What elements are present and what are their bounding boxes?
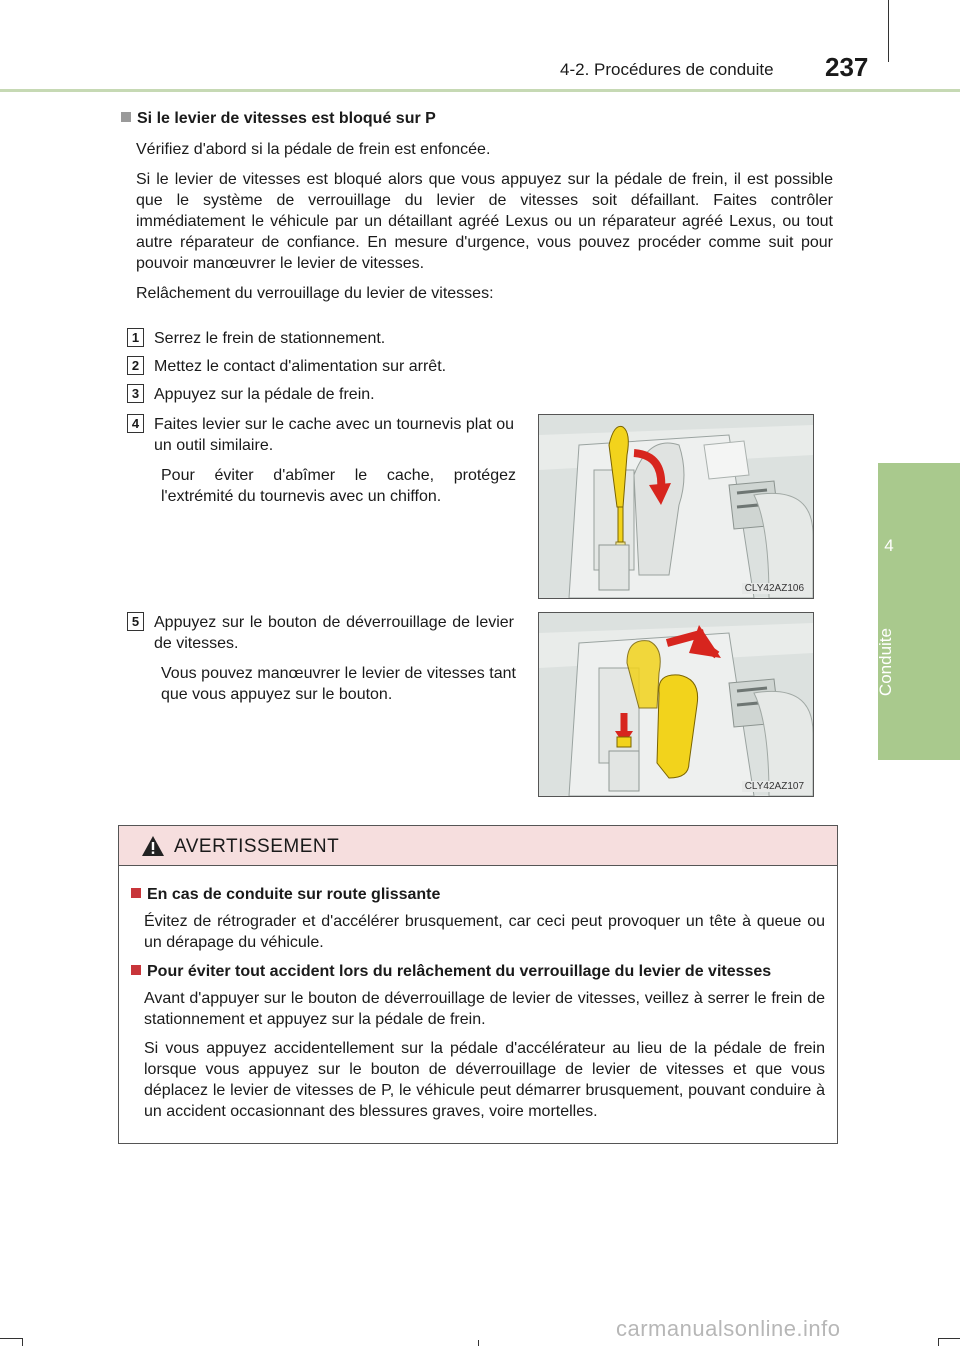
paragraph: Si le levier de vitesses est bloqué alors que vous appuyez sur la pédale de frein, il est possible que le système de verrouillage du levier de vitesses soit défaillant. Faites contrôler immédiatement le véhicule par un détaillant agréé Lexus ou un réparateur agréé Lexus, ou tout autre réparateur de confiance. En mesure d'urgence, vous pouvez procéder comme suit pour pouvoir manœuvrer le levier de vitesses. (136, 171, 833, 272)
crop-mark (888, 0, 889, 62)
crop-mark (938, 1338, 939, 1346)
section-content (121, 108, 833, 313)
paragraph: Relâchement du verrouillage du levier de vitesses: (136, 285, 494, 302)
warning-header (119, 826, 837, 866)
step-number: 2 (127, 356, 144, 375)
step-number: 1 (127, 328, 144, 347)
chapter-label: Conduite (876, 628, 895, 697)
chapter-side-tab (878, 463, 960, 760)
warning-item-heading: En cas de conduite sur route glissante (131, 884, 825, 905)
figure-code: CLY42AZ107 (742, 781, 807, 792)
illustration-shift-lock-release (538, 612, 814, 797)
step-text: Appuyez sur le bouton de déverrouillage de levier de vitesses. (154, 614, 514, 652)
step-text: Serrez le frein de stationnement. (154, 330, 386, 347)
header-divider (0, 89, 960, 92)
watermark: carmanualsonline.info (616, 1316, 841, 1341)
warning-paragraph: Avant d'appuyer sur le bouton de déverrouillage de levier de vitesses, veillez à serrer le frein de stationnement et appuyez sur la pédale de frein. (144, 990, 825, 1028)
step-note: Pour éviter d'abîmer le cache, protégez l'extrémité du tournevis avec un chiffon. (161, 467, 516, 505)
step-number: 4 (127, 414, 144, 433)
crop-mark (0, 1338, 22, 1339)
warning-triangle-icon (141, 835, 165, 857)
page-number: 237 (825, 52, 869, 82)
figure-code: CLY42AZ106 (742, 583, 807, 594)
square-bullet-icon (121, 112, 131, 122)
warning-paragraph: Si vous appuyez accidentellement sur la pédale d'accélérateur au lieu de la pédale de frein lorsque vous appuyez sur le bouton de déverrouillage de levier de vitesses et que vous déplacez le levier de vitesses de P, le véhicule peut démarrer brusquement, pouvant conduire à un accident occasionnant des blessures graves, voire mortelles. (144, 1040, 825, 1120)
step-text: Appuyez sur la pédale de frein. (154, 386, 375, 403)
illustration-screwdriver-cover (538, 414, 814, 599)
crop-mark (22, 1338, 23, 1346)
step-text: Faites levier sur le cache avec un tournevis plat ou un outil similaire. (154, 416, 514, 454)
console-illustration (539, 613, 813, 796)
crop-mark (938, 1338, 960, 1339)
section-heading: Si le levier de vitesses est bloqué sur P (121, 108, 833, 129)
square-bullet-icon (131, 888, 141, 898)
square-bullet-icon (131, 965, 141, 975)
console-illustration (539, 415, 813, 598)
warning-paragraph: Évitez de rétrograder et d'accélérer brusquement, car ceci peut provoquer un tête à queue ou un dérapage du véhicule. (144, 913, 825, 951)
paragraph: Vérifiez d'abord si la pédale de frein est enfoncée. (136, 141, 491, 158)
step-note: Vous pouvez manœuvrer le levier de vitesses tant que vous appuyez sur le bouton. (161, 665, 516, 703)
header-section-title: 4-2. Procédures de conduite (560, 60, 774, 79)
step-text: Mettez le contact d'alimentation sur arrêt. (154, 358, 447, 375)
step-number: 3 (127, 384, 144, 403)
warning-body (119, 866, 837, 1122)
warning-box (118, 825, 838, 1144)
chapter-number: 4 (884, 536, 894, 555)
crop-mark (478, 1340, 479, 1346)
warning-title: AVERTISSEMENT (174, 836, 340, 857)
warning-item-heading: Pour éviter tout accident lors du relâchement du verrouillage du levier de vitesses (131, 961, 825, 982)
step-number: 5 (127, 612, 144, 631)
